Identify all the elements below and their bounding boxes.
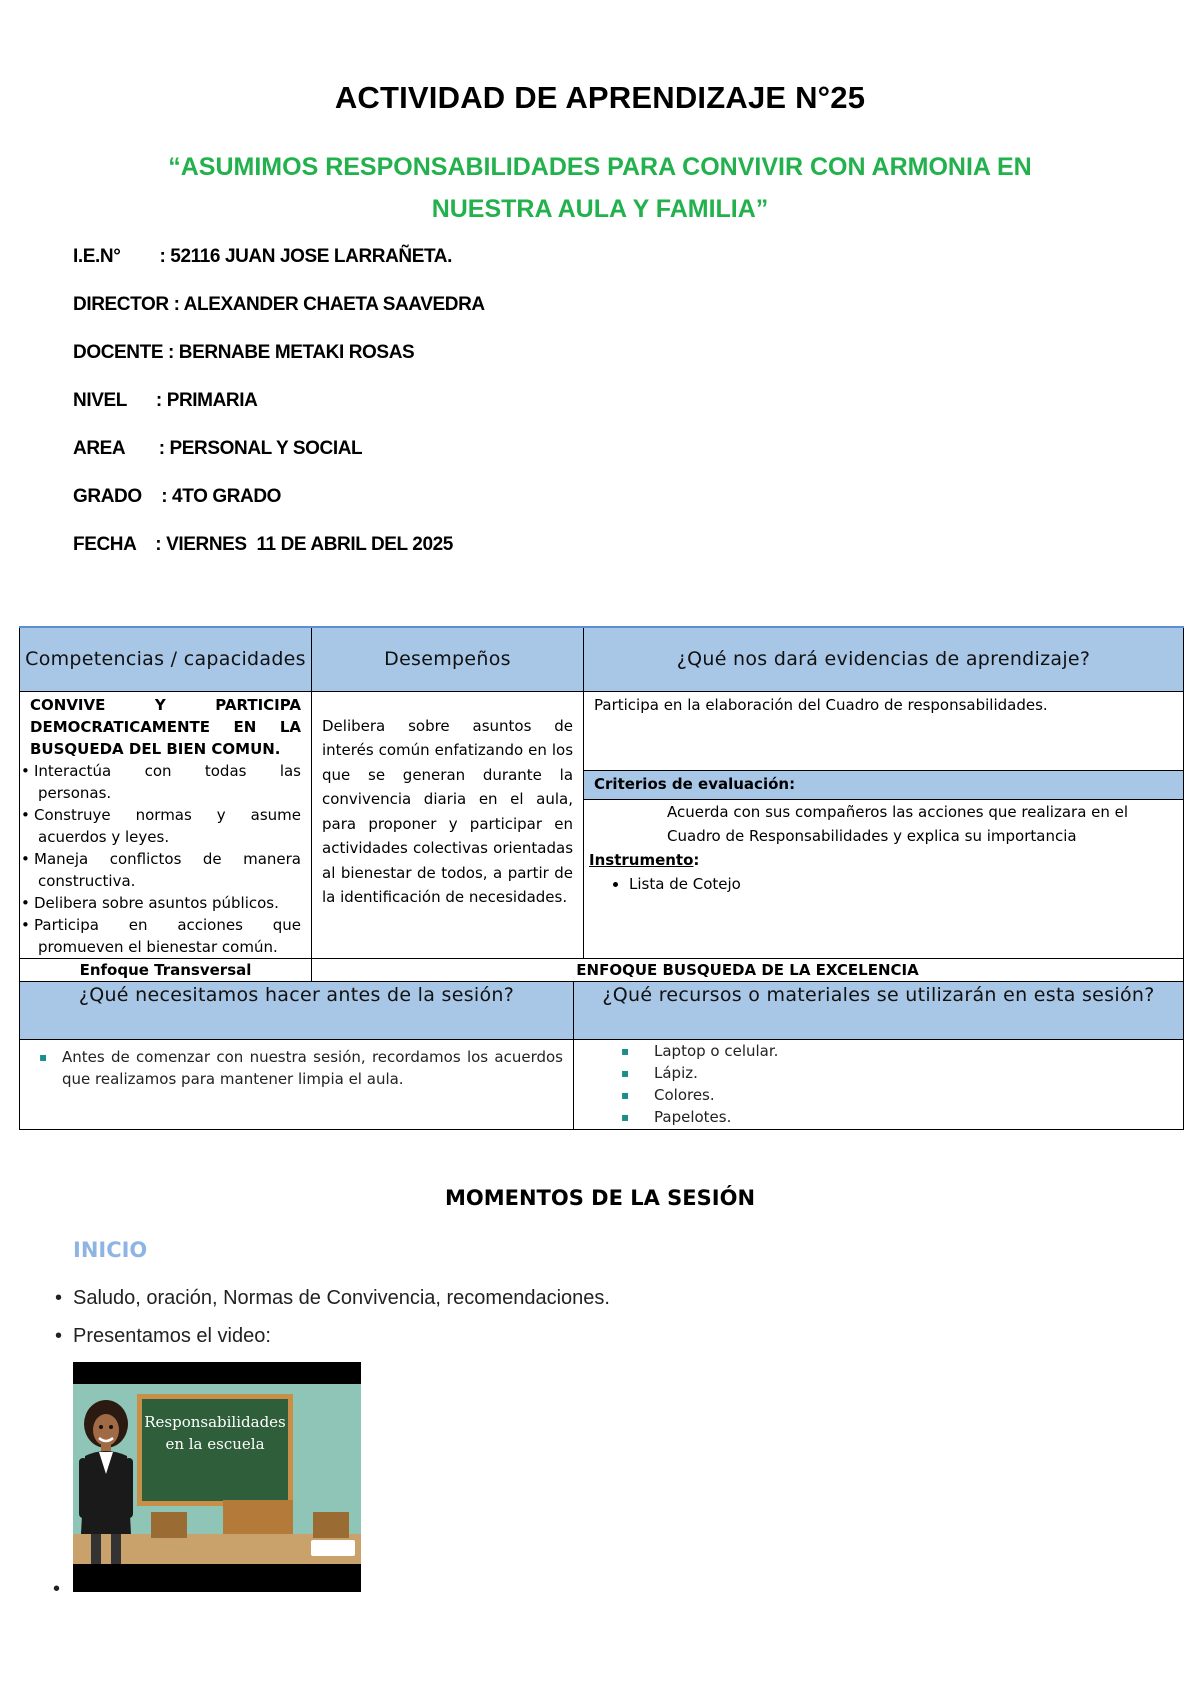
capacidad-item	[30, 892, 301, 914]
recurso-item: ▪ Laptop o celular.	[654, 1040, 1183, 1062]
info-label: DIRECTOR	[73, 294, 174, 315]
competencia-line: DEMOCRATICAMENTE EN LA	[30, 717, 301, 736]
capacidad-text: • Maneja conflictos de manera	[34, 849, 301, 868]
desk	[223, 1500, 293, 1534]
criterio-text: Acuerda con sus compañeros las acciones que realizara en el Cuadro de Responsabilidades y explica su importancia	[667, 802, 1129, 845]
session-plan-table	[19, 626, 1184, 1130]
criterios-header: Criterios de evaluación:	[584, 770, 1184, 799]
info-row-fecha	[73, 534, 485, 582]
info-row-nivel	[73, 390, 485, 438]
inicio-heading: INICIO	[73, 1238, 148, 1262]
antes-list	[20, 1046, 573, 1090]
criterios-cell	[584, 799, 1184, 958]
info-label: NIVEL	[73, 390, 156, 411]
capacidad-text: • Delibera sobre asuntos públicos.	[34, 893, 279, 912]
info-value: : 4TO GRADO	[161, 486, 282, 507]
info-label: AREA	[73, 438, 159, 459]
info-label: I.E.N°	[73, 246, 160, 267]
recursos-cell	[574, 1039, 1184, 1129]
capacidades-list	[30, 760, 301, 958]
info-value: : VIERNES 11 DE ABRIL DEL 2025	[155, 534, 453, 555]
info-value: : ALEXANDER CHAETA SAAVEDRA	[173, 294, 485, 315]
capacidad-item	[30, 760, 301, 804]
capacidad-text: • Participa en acciones que	[34, 915, 301, 934]
info-label: GRADO	[73, 486, 162, 507]
info-label: FECHA	[73, 534, 156, 555]
info-value: : BERNABE METAKI ROSAS	[167, 342, 415, 363]
video-scene	[73, 1384, 361, 1564]
competencia-line: BUSQUEDA DEL BIEN COMUN.	[30, 739, 281, 758]
info-row-grado	[73, 486, 485, 534]
header-desempenos: Desempeños	[312, 627, 584, 691]
inicio-list	[55, 1286, 610, 1362]
antes-item: ▪ Antes de comenzar con nuestra sesión, recordamos los acuerdos que realizamos para mantener limpia el aula.	[62, 1046, 563, 1090]
chair	[313, 1512, 349, 1538]
instrumentos-list	[589, 872, 1173, 896]
antes-cell	[20, 1039, 574, 1129]
recurso-item: ▪ Papelotes.	[654, 1106, 1183, 1128]
capacidad-item	[30, 804, 301, 848]
inicio-item: • Saludo, oración, Normas de Convivencia, recomendaciones.	[55, 1286, 610, 1324]
moments-title: MOMENTOS DE LA SESIÓN	[444, 1186, 756, 1210]
header-competencias: Competencias / capacidades	[20, 627, 312, 691]
instrumento-item: • Lista de Cotejo	[629, 872, 1173, 896]
desempeno-cell: Delibera sobre asuntos de interés común enfatizando en los que se generan durante la convivencia diaria en el aula, para proponer y participar en actividades colectivas orientadas al bienestar de todos, a partir de la identificación de necesidades.	[312, 691, 584, 958]
header-antes: ¿Qué necesitamos hacer antes de la sesión?	[20, 981, 574, 1039]
video-logo-icon	[311, 1540, 355, 1556]
capacidad-text-cont: personas.	[38, 783, 112, 802]
teacher-illustration-icon	[77, 1394, 135, 1564]
evidencia-cell: Participa en la elaboración del Cuadro de responsabilidades.	[584, 691, 1184, 770]
capacidad-text-cont: constructiva.	[38, 871, 136, 890]
chair	[151, 1512, 187, 1538]
capacidad-text: • Construye normas y asume	[34, 805, 301, 824]
capacidad-item	[30, 848, 301, 892]
recurso-item: ▪ Colores.	[654, 1084, 1183, 1106]
header-recursos: ¿Qué recursos o materiales se utilizarán en esta sesión?	[574, 981, 1184, 1039]
capacidad-item	[30, 914, 301, 958]
info-value: : PRIMARIA	[155, 390, 258, 411]
instrumento-label: Instrumento	[589, 850, 694, 869]
video-thumbnail[interactable]	[73, 1362, 361, 1592]
info-block	[73, 246, 485, 582]
capacidad-text-cont: acuerdos y leyes.	[38, 827, 170, 846]
instrumento-line	[589, 848, 1173, 872]
enfoque-value: ENFOQUE BUSQUEDA DE LA EXCELENCIA	[312, 958, 1184, 981]
empty-bullet: •	[53, 1578, 61, 1600]
enfoque-label: Enfoque Transversal	[20, 958, 312, 981]
capacidad-text-cont: promueven el bienestar común.	[38, 937, 278, 956]
info-row-director	[73, 294, 485, 342]
capacidad-text: • Interactúa con todas las	[34, 761, 301, 780]
board-line-1: Responsabilidades	[144, 1413, 286, 1431]
board-line-2: en la escuela	[165, 1435, 265, 1453]
inicio-item: • Presentamos el video:	[55, 1324, 610, 1362]
board-title	[142, 1411, 288, 1455]
info-row-docente	[73, 342, 485, 390]
recursos-list	[574, 1040, 1183, 1128]
chalkboard	[137, 1394, 293, 1506]
info-value: : PERSONAL Y SOCIAL	[158, 438, 363, 459]
recurso-item: ▪ Lápiz.	[654, 1062, 1183, 1084]
instrumento-colon: :	[693, 850, 700, 869]
header-evidencias: ¿Qué nos dará evidencias de aprendizaje?	[584, 627, 1184, 691]
info-label: DOCENTE	[73, 342, 168, 363]
page-subtitle: “ASUMIMOS RESPONSABILIDADES PARA CONVIVIR CON ARMONIA EN NUESTRA AULA Y FAMILIA”	[168, 153, 1032, 223]
page-title: ACTIVIDAD DE APRENDIZAJE N°25	[334, 80, 866, 115]
info-row-ie	[73, 246, 485, 294]
competencia-line: CONVIVE Y PARTICIPA	[30, 695, 301, 714]
info-value: : 52116 JUAN JOSE LARRAÑETA.	[159, 246, 452, 267]
competencias-cell	[20, 691, 312, 958]
info-row-area	[73, 438, 485, 486]
